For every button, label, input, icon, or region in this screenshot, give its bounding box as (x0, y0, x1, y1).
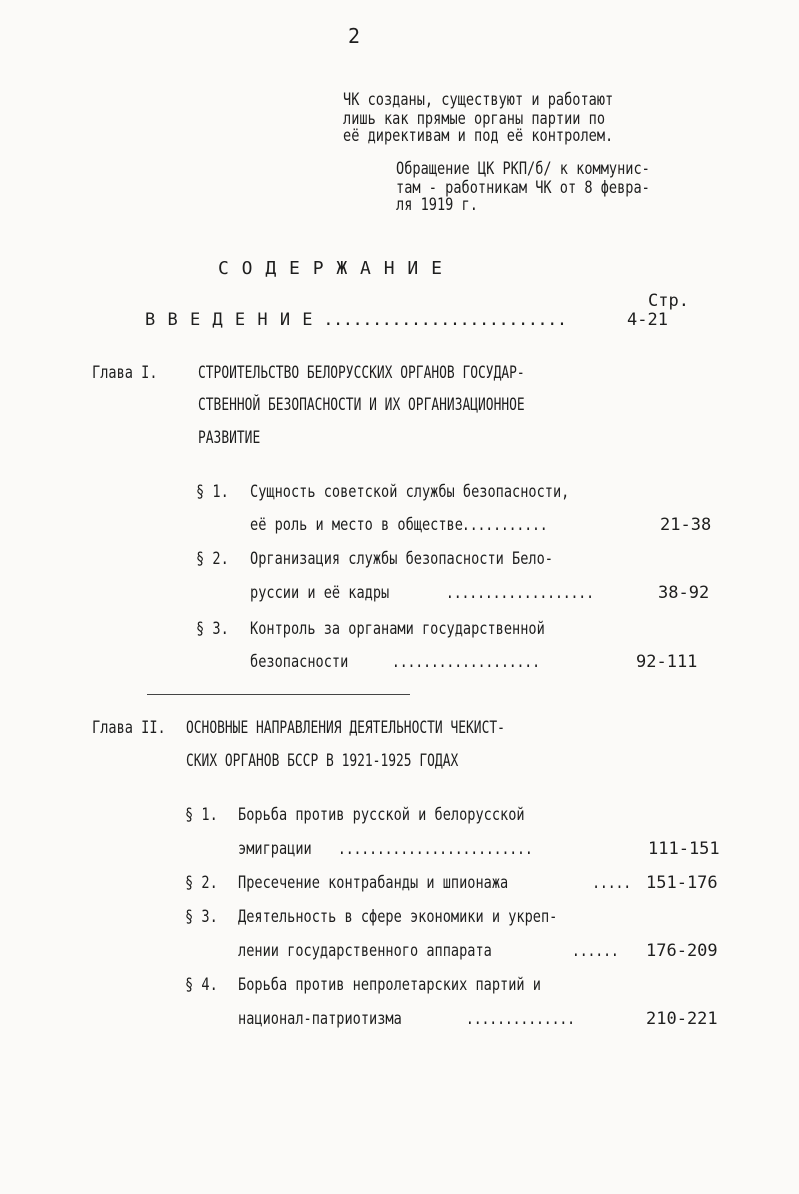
epigraph-source-line: ля 1919 г. (396, 195, 478, 215)
dot-leader: ................... (438, 583, 602, 603)
section-number: § 1. (185, 805, 218, 825)
section-pages: 92-111 (636, 652, 698, 672)
section-pages: 210-221 (646, 1009, 718, 1029)
page-column-label: Стр. (648, 291, 689, 311)
section-pages: 21-38 (660, 515, 712, 535)
epigraph-line: ЧК созданы, существуют и работают (343, 90, 614, 110)
section-title: Борьба против непролетарских партий и (238, 975, 541, 995)
epigraph-source-line: там - работникам ЧК от 8 февра- (396, 178, 650, 198)
section-pages: 111-151 (648, 839, 720, 859)
section-title: Организация службы безопасности Бело- (250, 549, 553, 569)
chapter-title-line: ОСНОВНЫЕ НАПРАВЛЕНИЯ ДЕЯТЕЛЬНОСТИ ЧЕКИСТ- (186, 718, 505, 738)
toc-introduction (145, 310, 576, 330)
section-title-continued: её роль и место в обществе (250, 515, 463, 535)
dot-leader: .............. (458, 1009, 583, 1029)
contents-heading: С О Д Е Р Ж А Н И Е (218, 258, 443, 279)
section-number: § 3. (196, 619, 229, 639)
chapter-title-line: СКИХ ОРГАНОВ БССР В 1921-1925 ГОДАХ (186, 751, 459, 771)
section-number: § 4. (185, 975, 218, 995)
page-number: 2 (348, 24, 361, 48)
section-title: Пресечение контрабанды и шпионажа (238, 873, 509, 893)
introduction-title: В В Е Д Е Н И Е (145, 310, 314, 330)
section-pages: 38-92 (658, 583, 710, 603)
introduction-pages: 4-21 (627, 310, 668, 330)
dot-leader: ......................... (330, 839, 541, 859)
section-pages: 151-176 (646, 873, 718, 893)
section-pages: 176-209 (646, 941, 718, 961)
chapter-label: Глава I. (92, 363, 158, 383)
chapter-title-line: СТРОИТЕЛЬСТВО БЕЛОРУССКИХ ОРГАНОВ ГОСУДАР- (198, 363, 525, 383)
section-number: § 2. (185, 873, 218, 893)
separator-line (147, 694, 410, 695)
section-number: § 3. (185, 907, 218, 927)
section-title: Борьба против русской и белорусской (238, 805, 525, 825)
dot-leader: ........... (454, 515, 556, 535)
dot-leader: ..... (592, 873, 639, 893)
section-title: Деятельность в сфере экономики и укреп- (238, 907, 558, 927)
dot-leader: ......................... (313, 310, 577, 330)
section-title-continued: национал-патриотизма (238, 1009, 402, 1029)
chapter-title-line: РАЗВИТИЕ (198, 428, 261, 448)
dot-leader: ................... (384, 652, 548, 672)
epigraph-source-line: Обращение ЦК РКП/б/ к коммунис- (396, 159, 650, 179)
section-number: § 1. (196, 482, 229, 502)
section-title-continued: лении государственного аппарата (238, 941, 492, 961)
section-title: Сущность советской службы безопасности, (250, 482, 570, 502)
chapter-label: Глава II. (92, 718, 166, 738)
section-number: § 2. (196, 549, 229, 569)
section-title: Контроль за органами государственной (250, 619, 545, 639)
chapter-title-line: СТВЕННОЙ БЕЗОПАСНОСТИ И ИХ ОРГАНИЗАЦИОННОЕ (198, 395, 525, 415)
dot-leader: ...... (564, 941, 627, 961)
section-title-continued: эмиграции (238, 839, 312, 859)
section-title-continued: безопасности (250, 652, 349, 672)
epigraph-line: её директивам и под её контролем. (343, 126, 614, 146)
epigraph-line: лишь как прямые органы партии по (343, 109, 606, 129)
section-title-continued: руссии и её кадры (250, 583, 390, 603)
